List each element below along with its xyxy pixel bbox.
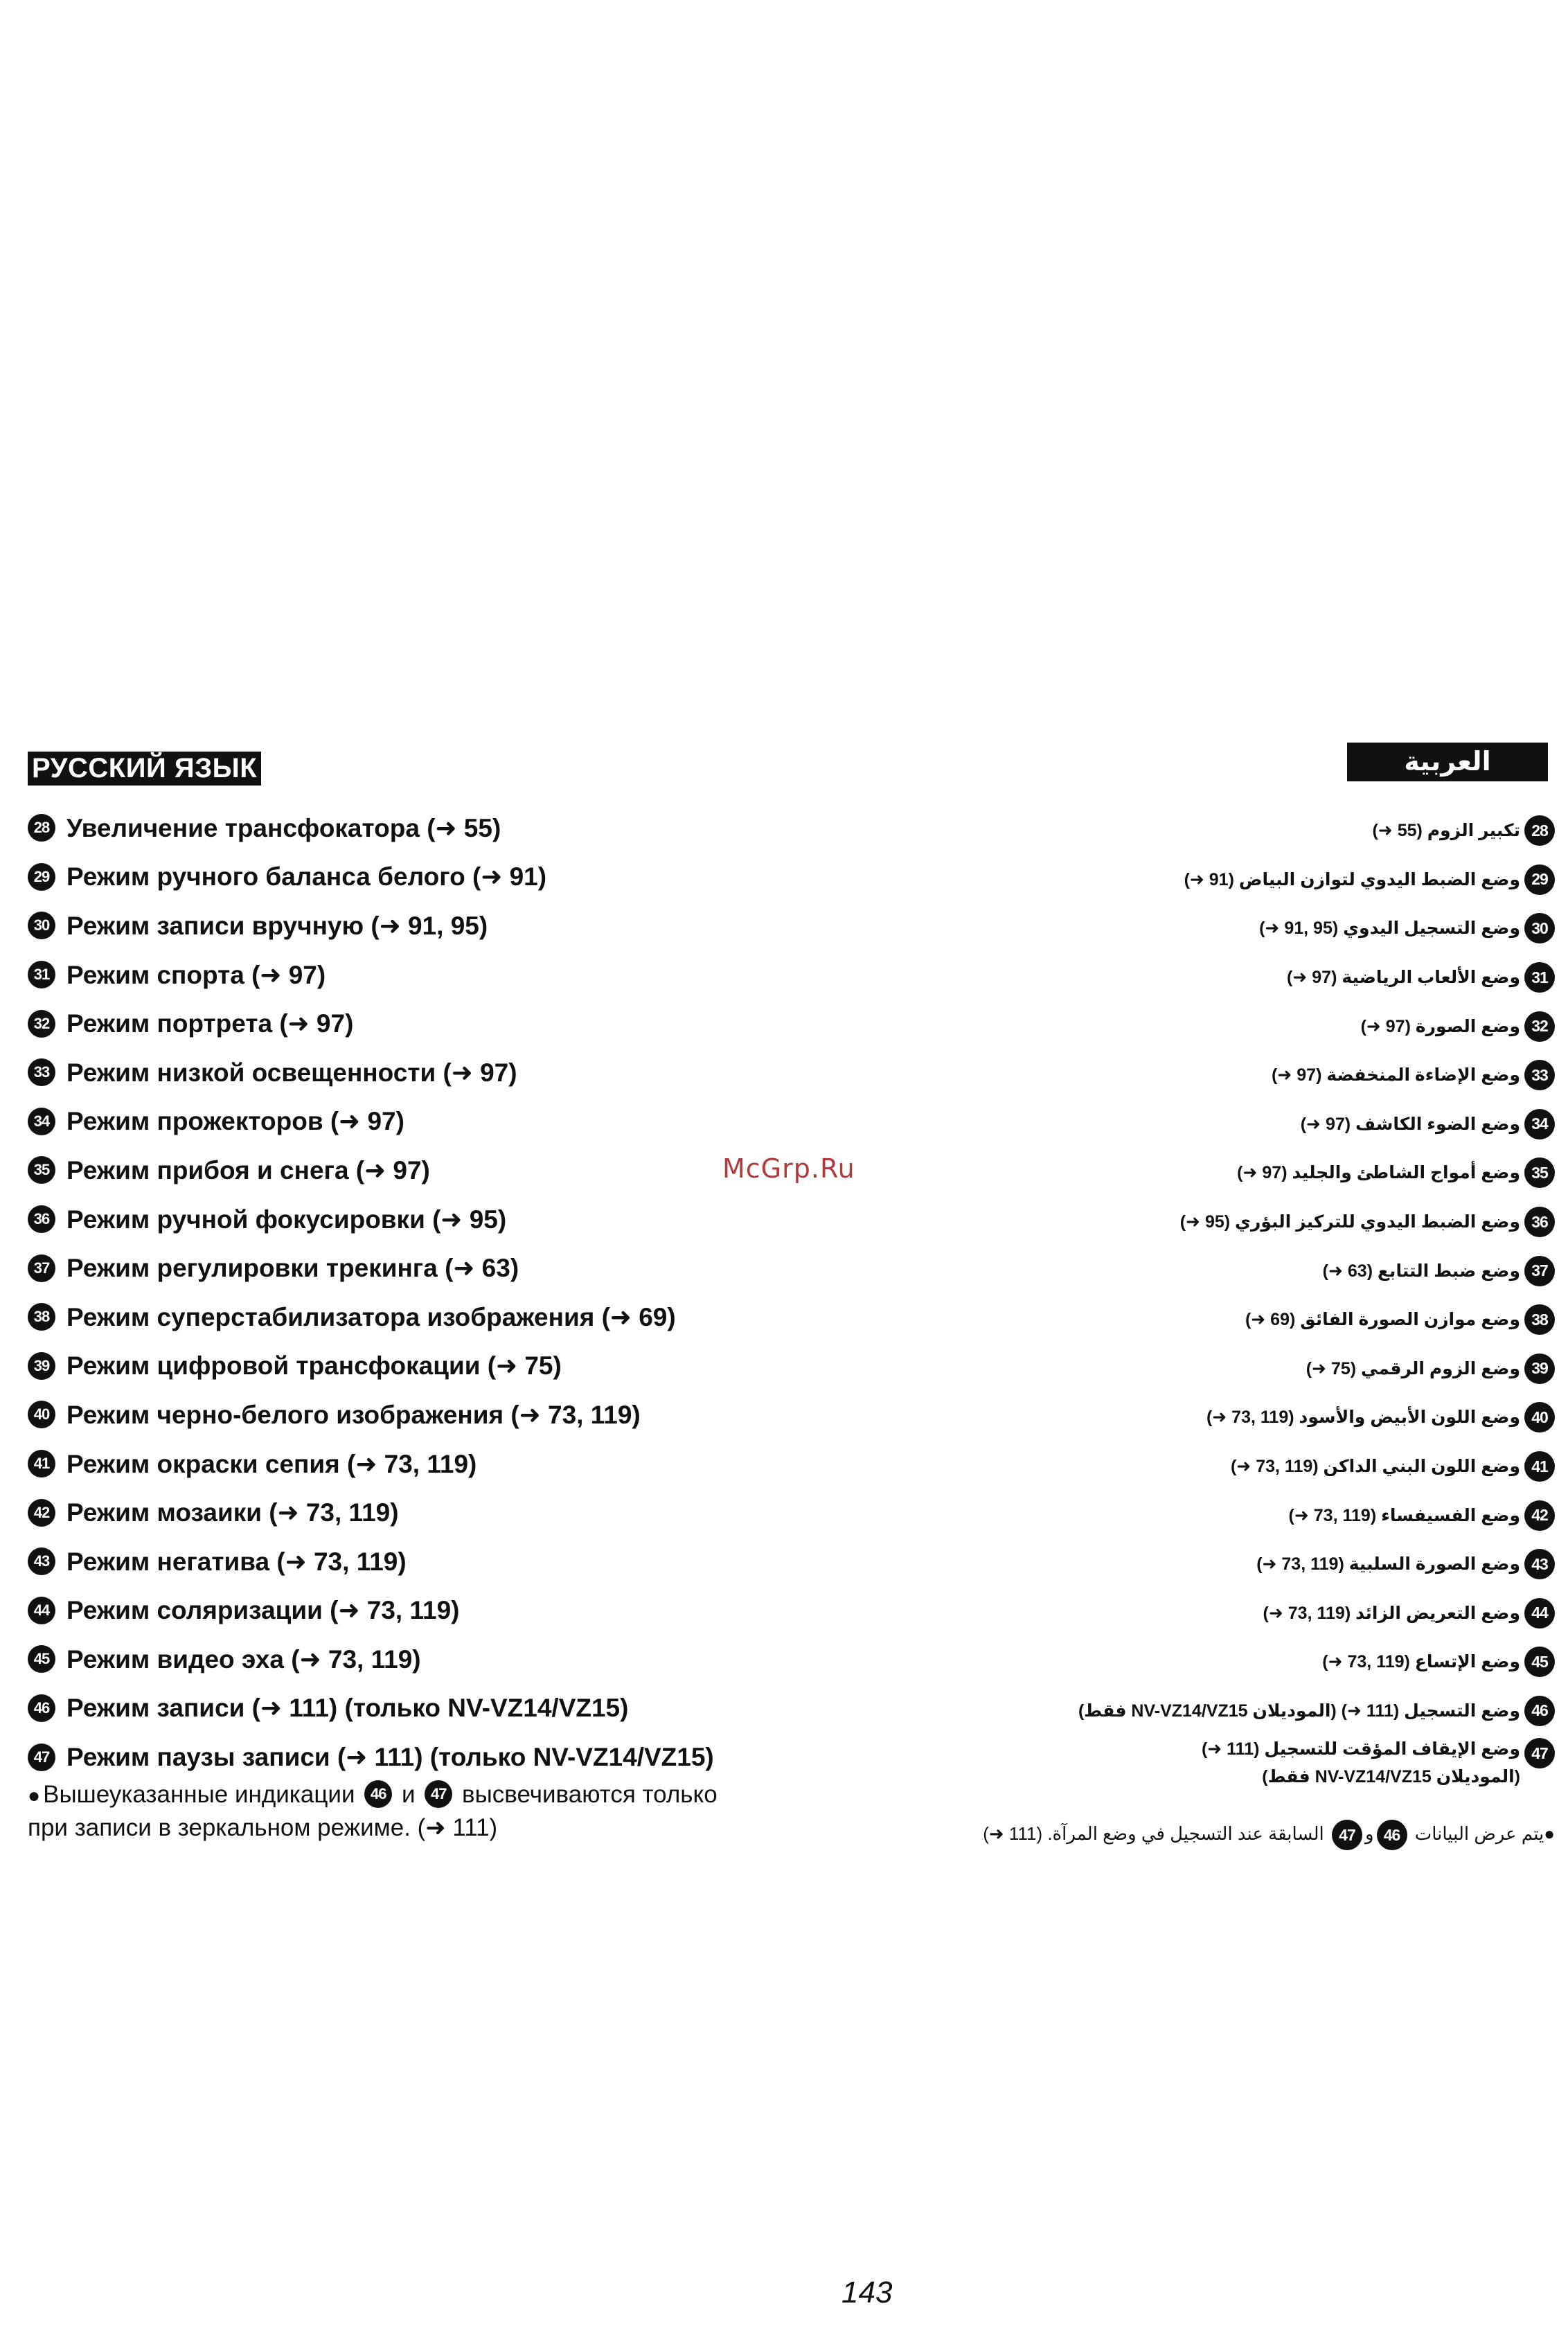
bullet-icon: ● — [1544, 1823, 1555, 1844]
item-text: Режим спорта (➜ 97) — [66, 960, 326, 989]
list-item — [28, 1342, 831, 1391]
number-badge: 47 — [1332, 1820, 1362, 1850]
note-conjunction: и — [401, 1781, 416, 1808]
list-item — [28, 999, 831, 1048]
number-badge: 33 — [1524, 1060, 1555, 1090]
list-item — [28, 1684, 831, 1733]
list-item — [28, 1439, 831, 1489]
item-text-line1: وضع الإيقاف المؤقت للتسجيل (111 ➜) — [1201, 1739, 1520, 1759]
list-item — [28, 950, 831, 1000]
list-item — [28, 1488, 831, 1537]
number-badge: 41 — [28, 1450, 55, 1478]
number-badge: 37 — [28, 1254, 55, 1282]
note-text: يتم عرض البيانات — [1414, 1823, 1544, 1844]
item-text-line2: (الموديلان NV-VZ14/VZ15 فقط) — [1262, 1767, 1520, 1787]
number-badge: 32 — [1524, 1011, 1555, 1042]
list-item — [914, 1148, 1555, 1198]
number-badge: 34 — [28, 1108, 55, 1135]
number-badge: 43 — [28, 1547, 55, 1575]
note-text: высвечиваются только — [462, 1781, 718, 1808]
list-item — [914, 1246, 1555, 1295]
item-text: وضع اللون الأبيض والأسود (119 ,73 ➜) — [1206, 1408, 1520, 1428]
item-text: وضع التسجيل اليدوي (95 ,91 ➜) — [1259, 919, 1520, 939]
number-badge: 37 — [1524, 1256, 1555, 1286]
arabic-indicator-list — [914, 806, 1555, 1800]
number-badge: 30 — [1524, 913, 1555, 943]
item-text: وضع الإتساع (119 ,73 ➜) — [1322, 1652, 1520, 1672]
number-badge: 47 — [1524, 1738, 1555, 1768]
list-item — [914, 1393, 1555, 1442]
item-text: وضع موازن الصورة الفائق (69 ➜) — [1245, 1310, 1520, 1330]
item-text: Режим видео эха (➜ 73, 119) — [66, 1644, 421, 1674]
number-badge: 36 — [1524, 1207, 1555, 1237]
russian-footnote — [28, 1779, 824, 1844]
list-item — [914, 1442, 1555, 1491]
number-badge: 34 — [1524, 1109, 1555, 1139]
list-item — [28, 1195, 831, 1244]
item-text: وضع الضبط اليدوي لتوازن البياض (91 ➜) — [1184, 869, 1520, 889]
item-text: Режим мозаики (➜ 73, 119) — [66, 1498, 399, 1527]
number-badge: 47 — [425, 1780, 452, 1808]
list-item — [914, 806, 1555, 855]
note-text-line2: при записи в зеркальном режиме. (➜ 111) — [28, 1814, 498, 1841]
list-item — [914, 1198, 1555, 1247]
number-badge: 44 — [28, 1597, 55, 1624]
item-text: Режим суперстабилизатора изображения (➜ 69) — [66, 1302, 676, 1331]
note-text: Вышеуказанные индикации — [43, 1781, 355, 1808]
item-text: Режим портрета (➜ 97) — [66, 1009, 354, 1038]
list-item — [914, 1051, 1555, 1100]
number-badge: 28 — [1524, 815, 1555, 846]
number-badge: 31 — [1524, 962, 1555, 993]
item-text: Режим прибоя и снега (➜ 97) — [66, 1155, 430, 1185]
list-item — [914, 904, 1555, 953]
number-badge: 43 — [1524, 1549, 1555, 1579]
number-badge: 29 — [28, 863, 55, 891]
number-badge: 36 — [28, 1205, 55, 1233]
number-badge: 45 — [28, 1645, 55, 1673]
item-text: Режим записи (➜ 111) (только NV-VZ14/VZ15) — [66, 1694, 629, 1723]
item-text: Режим низкой освещенности (➜ 97) — [66, 1058, 517, 1087]
item-text: وضع الضوء الكاشف (97 ➜) — [1300, 1114, 1520, 1134]
list-item — [914, 1540, 1555, 1589]
item-text: Режим ручного баланса белого (➜ 91) — [66, 862, 547, 891]
item-text: وضع اللون البني الداكن (119 ,73 ➜) — [1230, 1457, 1520, 1477]
number-badge: 44 — [1524, 1598, 1555, 1629]
list-item — [28, 1097, 831, 1146]
list-item — [28, 1293, 831, 1342]
item-text: وضع الصورة السلبية (119 ,73 ➜) — [1256, 1554, 1520, 1574]
list-item — [28, 1586, 831, 1635]
list-item — [28, 804, 831, 853]
list-item — [914, 1002, 1555, 1051]
item-text: Режим записи вручную (➜ 91, 95) — [66, 911, 488, 940]
item-text: تكبير الزوم (55 ➜) — [1372, 821, 1520, 841]
number-badge: 46 — [364, 1780, 392, 1808]
number-badge: 33 — [28, 1058, 55, 1086]
number-badge: 47 — [28, 1744, 55, 1771]
note-text: السابقة عند التسجيل في وضع المرآة. (111 ➜) — [983, 1823, 1324, 1844]
number-badge: 38 — [1524, 1304, 1555, 1335]
number-badge: 35 — [1524, 1157, 1555, 1188]
list-item — [28, 901, 831, 950]
number-badge: 35 — [28, 1156, 55, 1184]
item-text: وضع التسجيل (111 ➜) (الموديلان NV-VZ14/VZ15 فقط) — [1078, 1701, 1520, 1721]
list-item — [28, 1146, 831, 1195]
item-text: Режим прожекторов (➜ 97) — [66, 1107, 404, 1136]
list-item — [28, 853, 831, 902]
number-badge: 38 — [28, 1303, 55, 1331]
number-badge: 42 — [28, 1499, 55, 1527]
list-item — [914, 1687, 1555, 1736]
item-text: وضع الإضاءة المنخفضة (97 ➜) — [1272, 1065, 1520, 1085]
arabic-footnote — [921, 1818, 1555, 1850]
list-item — [914, 1735, 1555, 1800]
item-text: Режим окраски сепия (➜ 73, 119) — [66, 1449, 477, 1478]
list-item — [28, 1537, 831, 1586]
item-text: وضع الفسيفساء (119 ,73 ➜) — [1288, 1505, 1520, 1525]
list-item — [914, 953, 1555, 1002]
item-text: Режим черно-белого изображения (➜ 73, 119) — [66, 1400, 641, 1429]
number-badge: 39 — [28, 1352, 55, 1380]
number-badge: 39 — [1524, 1354, 1555, 1384]
item-text: Режим цифровой трансфокации (➜ 75) — [66, 1351, 562, 1381]
list-item — [28, 1390, 831, 1439]
item-text: Режим негатива (➜ 73, 119) — [66, 1547, 407, 1576]
bullet-icon: ● — [28, 1784, 41, 1807]
list-item — [914, 1589, 1555, 1638]
number-badge: 41 — [1524, 1451, 1555, 1482]
list-item — [914, 1295, 1555, 1345]
item-text: وضع أمواج الشاطئ والجليد (97 ➜) — [1237, 1163, 1520, 1183]
number-badge: 45 — [1524, 1647, 1555, 1677]
item-text — [1202, 1735, 1520, 1791]
item-text: وضع الألعاب الرياضية (97 ➜) — [1287, 968, 1520, 988]
item-text: Режим соляризации (➜ 73, 119) — [66, 1596, 460, 1625]
number-badge: 40 — [28, 1401, 55, 1428]
list-item — [914, 1638, 1555, 1687]
item-text: Режим паузы записи (➜ 111) (только NV-VZ14/VZ15) — [66, 1743, 714, 1772]
item-text: وضع الصورة (97 ➜) — [1360, 1016, 1520, 1036]
arabic-section-header: العربية — [1347, 743, 1548, 781]
number-badge: 46 — [28, 1694, 55, 1722]
number-badge: 46 — [1377, 1820, 1407, 1850]
list-item — [914, 1345, 1555, 1394]
list-item — [914, 1491, 1555, 1540]
number-badge: 29 — [1524, 864, 1555, 895]
item-text: Режим регулировки трекинга (➜ 63) — [66, 1254, 519, 1283]
page-number: 143 — [841, 2276, 893, 2309]
russian-section-header: РУССКИЙ ЯЗЫК — [28, 752, 261, 786]
list-item — [28, 1732, 831, 1782]
number-badge: 31 — [28, 961, 55, 988]
number-badge: 30 — [28, 912, 55, 939]
item-text: وضع ضبط التتابع (63 ➜) — [1322, 1261, 1520, 1281]
number-badge: 28 — [28, 814, 55, 842]
number-badge: 32 — [28, 1010, 55, 1038]
number-badge: 46 — [1524, 1696, 1555, 1726]
number-badge: 42 — [1524, 1500, 1555, 1531]
item-text: وضع التعريض الزائد (119 ,73 ➜) — [1263, 1603, 1520, 1623]
watermark: McGrp.Ru — [722, 1153, 855, 1184]
list-item — [28, 1635, 831, 1684]
number-badge: 40 — [1524, 1402, 1555, 1432]
item-text: Увеличение трансфокатора (➜ 55) — [66, 813, 501, 842]
list-item — [28, 1243, 831, 1293]
list-item — [914, 855, 1555, 905]
item-text: Режим ручной фокусировки (➜ 95) — [66, 1205, 507, 1234]
list-item — [28, 1048, 831, 1097]
item-text: وضع الزوم الرقمي (75 ➜) — [1306, 1358, 1520, 1378]
note-conjunction: و — [1364, 1823, 1374, 1844]
russian-indicator-list — [28, 804, 831, 1782]
list-item — [914, 1100, 1555, 1149]
item-text: وضع الضبط اليدوي للتركيز البؤري (95 ➜) — [1179, 1212, 1520, 1232]
